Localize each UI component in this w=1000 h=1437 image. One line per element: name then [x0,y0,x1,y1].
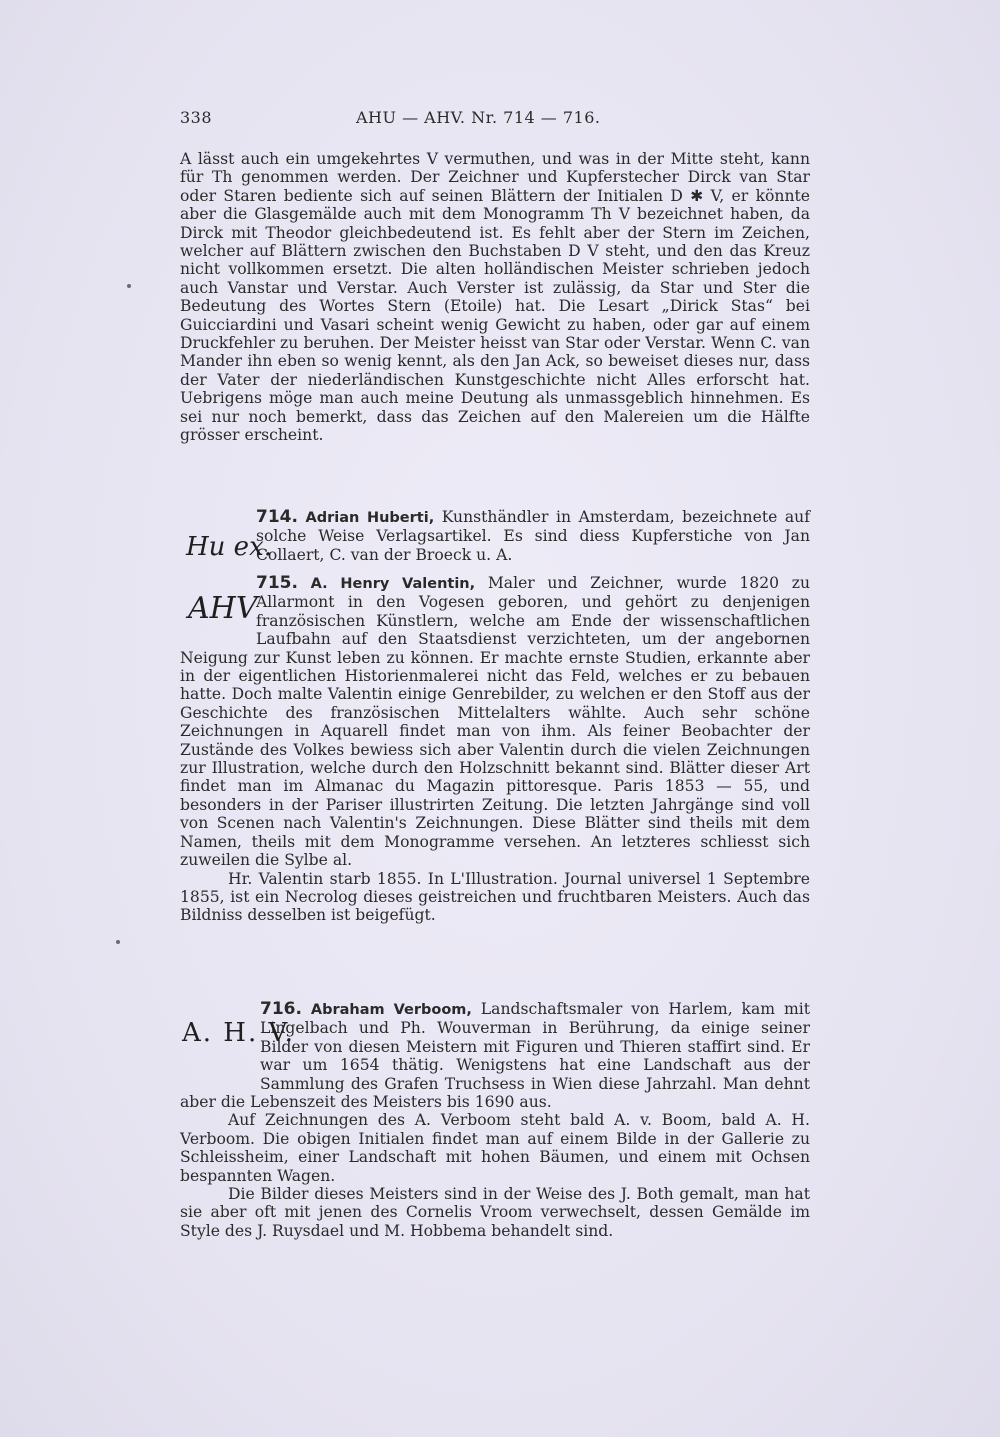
running-header [180,108,810,132]
entry-name: A. Henry Valentin, [310,576,476,592]
monogram-ahv: AHV [188,591,258,626]
entry-716-paragraph-3: Die Bilder dieses Meisters sind in der Weise des J. Both gemalt, man hat sie aber oft mit jenen des Cornelis Vroom verwechselt, dessen Gemälde im Style des J. Ruysdael und M. Hobbema behandelt sind. [180,1185,810,1240]
entry-714-text: Kunsthändler in Amsterdam, bezeichnete auf solche Weise Verlagsartikel. Es sind diess Kupferstiche von Jan Collaert, C. van der Broeck u. A. [256,508,810,564]
entry-715-text: Maler und Zeichner, wurde 1820 zu Allarmont in den Vogesen geboren, und gehört zu denjenigen französischen Künstlern, welche am Ende der wissenschaftlichen Laufbahn auf den Staatsdienst verzichteten, um der angebornen Neigung zur Kunst leben zu können. Er machte ernste Studien, erkannte aber in der eigentlichen Historienmalerei nicht das Feld, welches er zu bebauen hatte. Doch malte Valentin einige Genrebilder, zu welchen er den Stoff aus der Geschichte des französischen Mittelalters wählte. Auch sehr schöne Zeichnungen in Aquarell findet man von ihm. Als feiner Beobachter der Zustände des Volkes bewiess sich aber Valentin durch die vielen Zeichnungen zur Illustration, welche durch den Holzschnitt bekannt sind. Blätter dieser Art findet man im Almanac du Magazin pittoresque. Paris 1853 — 55, und besonders in der Pariser illustrirten Zeitung. Die letzten Jahrgänge sind voll von Scenen nach Valentin's Zeichnungen. Diese Blätter sind theils mit dem Namen, theils mit dem Monogramme versehen. An letzteres schliesst sich zuweilen die Sylbe al. [180,574,810,870]
margin-speck [116,940,120,944]
entry-714 [180,508,810,580]
entry-number: 716. [260,999,302,1019]
entry-716-paragraph-2: Auf Zeichnungen des A. Verboom steht bald A. v. Boom, bald A. H. Verboom. Die obigen Initialen findet man auf einem Bilde in der Gallerie zu Schleissheim, einer Landschaft mit hohen Bäumen, und einem mit Ochsen bespannten Wagen. [180,1111,810,1185]
margin-speck [127,284,131,288]
monogram-hu-ex: Hu ex. [186,532,272,562]
running-title: AHU — AHV. Nr. 714 — 716. [356,108,601,127]
entry-715-paragraph-2: Hr. Valentin starb 1855. In L'Illustration. Journal universel 1 Septembre 1855, ist ein Necrolog dieses geistreichen und fruchtbaren Meisters. Auch das Bildniss desselben ist beigefügt. [180,869,810,925]
entry-name: Adrian Huberti, [305,510,435,526]
intro-paragraph-block [180,150,810,445]
entry-number: 714. [256,507,298,527]
entry-716-text: Landschaftsmaler von Harlem, kam mit Lingelbach und Ph. Wouverman in Berührung, da einige seiner Bilder von diesen Meistern mit Figuren und Thieren staffirt sind. Er war um 1654 thätig. Wenigstens hat eine Landschaft aus der Sammlung des Grafen Truchsess in Wien diese Jahrzahl. Man dehnt aber die Lebenszeit des Meisters bis 1690 aus. [180,1000,810,1112]
intro-paragraph: A lässt auch ein umgekehrtes V vermuthen, und was in der Mitte steht, kann für Th genommen werden. Der Zeichner und Kupferstecher Dirck van Star oder Staren bediente sich auf seinen Blättern der Initialen D ✱ V, er könnte aber die Glasgemälde auch mit dem Monogramm Th V bezeichnet haben, da Dirck mit Theodor gleichbedeutend ist. Es fehlt aber der Stern im Zeichen, welcher auf Blättern zwischen den Buchstaben D V steht, und den das Kreuz nicht vollkommen ersetzt. Die alten holländischen Meister schrieben jedoch auch Vanstar und Verstar. Auch Verster ist zulässig, da Star und Ster die Bedeutung des Wortes Stern (Etoile) hat. Die Lesart „Dirick Stas“ bei Guicciardini und Vasari scheint wenig Gewicht zu haben, oder gar auf einem Druckfehler zu beruhen. Der Meister heisst van Star oder Verstar. Wenn C. van Mander ihn eben so wenig kennt, als den Jan Ack, so beweiset dieses nur, dass der Vater der niederländischen Kunstgeschichte nicht Alles erforscht hat. Uebrigens möge man auch meine Deutung als unmassgeblich hinnehmen. Es sei nur noch bemerkt, dass das Zeichen auf den Malereien um die Hälfte grösser erscheint. [180,150,810,445]
monogram-a-h-v: A. H. V. [182,1018,296,1048]
page-number: 338 [180,108,213,127]
entry-number: 715. [256,573,298,593]
entry-716 [180,1000,810,1240]
entry-715 [180,574,810,925]
entry-name: Abraham Verboom, [310,1002,472,1018]
